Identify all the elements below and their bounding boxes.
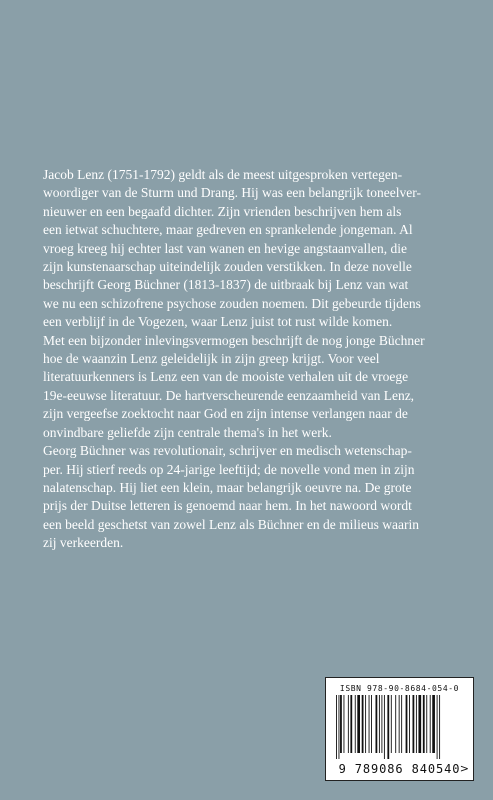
barcode-digits: 9 789086 840540: [338, 762, 461, 776]
blurb-line: Georg Büchner was revolutionair, schrijver en medisch wetenschap-: [43, 443, 412, 459]
barcode-bar: [336, 695, 337, 759]
barcode-bar: [406, 695, 408, 753]
barcode-bar: [395, 695, 396, 753]
blurb-line: onvindbare geliefde zijn centrale thema's in het werk.: [43, 424, 332, 440]
isbn-label: ISBN 978-90-8684-054-0: [339, 684, 460, 693]
blurb-line: zijn vergeefse zoektocht naar God en zijn intense verlangen naar de: [43, 406, 408, 422]
blurb-line: prijs der Duitse letteren is genoemd naar hem. In het nawoord wordt: [43, 498, 412, 514]
blurb-line: nieuwer en een begaafd dichter. Zijn vrienden beschrijven hem als: [43, 203, 402, 219]
barcode-bar: [369, 695, 370, 753]
barcode-bar: [430, 695, 431, 753]
blurb-line: vroeg kreeg hij echter last van wanen en hevige angstaanvallen, die: [43, 240, 407, 256]
barcode-bar: [391, 695, 392, 753]
blurb-line: literatuurkenners is Lenz een van de mooiste verhalen uit de vroege: [43, 369, 409, 385]
blurb-line: we nu een schizofrene psychose zouden noemen. Dit gebeurde tijdens: [43, 295, 421, 311]
barcode-bar: [362, 695, 364, 753]
barcode-bar: [418, 695, 421, 753]
barcode-bar: [348, 695, 349, 753]
barcode-bar: [355, 695, 356, 753]
barcode-bar: [339, 695, 340, 759]
isbn-barcode: [325, 677, 474, 781]
barcode-bar: [399, 695, 400, 753]
barcode-bar: [344, 695, 345, 753]
barcode-bar: [439, 695, 440, 759]
blurb-line: Met een bijzonder inlevingsvermogen beschrijft de nog jonge Büchner: [43, 332, 425, 348]
barcode-bar: [413, 695, 415, 753]
blurb-line: een beeld geschetst van zowel Lenz als Büchner en de milieus waarin: [43, 516, 419, 532]
blurb-line: zijn kunstenaarschap uiteindelijk zouden verstikken. In deze novelle: [43, 259, 412, 275]
barcode-bar: [376, 695, 378, 753]
blurb-line: nalatenschap. Hij liet een klein, maar belangrijk oeuvre na. De grote: [43, 479, 412, 495]
barcode-bar: [379, 695, 380, 753]
barcode-arrow: >: [459, 762, 469, 775]
barcode-bar: [340, 695, 342, 753]
barcode-bar: [416, 695, 417, 753]
blurb-line: zij verkeerden.: [43, 535, 124, 551]
barcode-bar: [409, 695, 410, 753]
barcode-bar: [350, 695, 352, 753]
barcode-bar: [437, 695, 438, 759]
blurb-line: een ietwat schuchtere, maar gedreven en sprankelende jongeman. Al: [43, 222, 413, 238]
barcode-bar: [423, 695, 425, 753]
back-cover-blurb: [43, 166, 463, 553]
blurb-line: woordiger van de Sturm und Drang. Hij was een belangrijk toneelver-: [43, 185, 421, 201]
blurb-line: een verblijf in de Vogezen, waar Lenz juist tot rust wilde komen.: [43, 314, 393, 330]
blurb-line: Jacob Lenz (1751-1792) geldt als de meest uitgesproken vertegen-: [43, 167, 403, 182]
barcode-bars: [334, 695, 466, 759]
blurb-line: per. Hij stierf reeds op 24-jarige leeftijd; de novelle vond men in zijn: [43, 461, 415, 477]
barcode-bar: [401, 695, 402, 753]
barcode-bar: [432, 695, 435, 753]
barcode-bar: [381, 695, 382, 753]
barcode-bar: [357, 695, 360, 753]
barcode-bar: [371, 695, 372, 753]
barcode-bar: [387, 695, 389, 759]
blurb-line: beschrijft Georg Büchner (1813-1837) de uitbraak bij Lenz van wat: [43, 277, 409, 293]
blurb-line: hoe de waanzin Lenz geleidelijk in zijn greep krijgt. Voor veel: [43, 351, 380, 367]
barcode-bar: [384, 695, 385, 759]
barcode-bar: [365, 695, 366, 753]
blurb-line: 19e-eeuwse literatuur. De hartverscheurende eenzaamheid van Lenz,: [43, 387, 415, 403]
barcode-bar: [426, 695, 427, 753]
